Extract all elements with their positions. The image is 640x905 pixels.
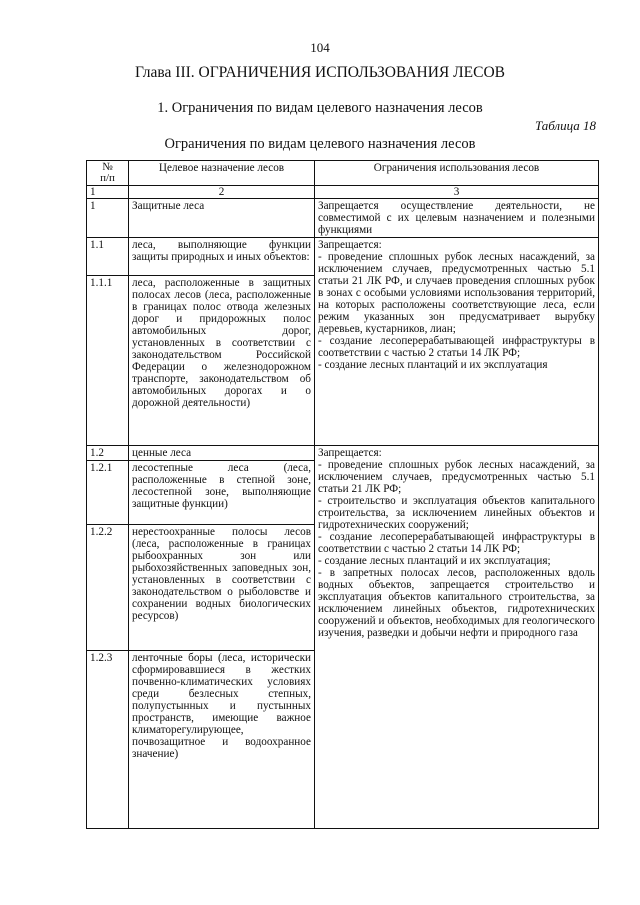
chapter-title: Глава III. ОГРАНИЧЕНИЯ ИСПОЛЬЗОВАНИЯ ЛЕСОВ: [135, 64, 505, 81]
row-num: 1.2.1: [87, 461, 129, 525]
table-label: Таблица 18: [534, 118, 596, 133]
index-cell: 2: [129, 186, 315, 199]
row-purpose: леса, расположенные в защитных полосах лесов (леса, расположенные в границах полос отвода железных дорог и придорожных полос автомобильных дорог, установленных в соответствии с законодательством Российской Федерации о железнодорожном транспорте, законодательством об автомобильных дорогах и о дорожной деятельности): [129, 276, 315, 446]
table-title: Ограничения по видам целевого назначения лесов: [164, 136, 476, 152]
row-num: 1.2.3: [87, 651, 129, 829]
header-restrictions: Ограничения использования лесов: [315, 161, 599, 186]
row-restrictions: Запрещается: - проведение сплошных рубок лесных насаждений, за исключением случаев, предусмотренных частью 5.1 статьи 21 ЛК РФ, и случаев проведения сплошных рубок в зонах с особыми условиями использования территорий, на которых расположены соответствующие леса, если режим указанных зон предусматривает вырубку деревьев, кустарников, лиан; - создание лесоперерабатывающей инфраструктуры в соответствии с частью 2 статьи 14 ЛК РФ; - создание лесных плантаций и их эксплуатация: [315, 238, 599, 446]
row-purpose: леса, выполняющие функции защиты природных и иных объектов:: [129, 238, 315, 276]
row-purpose: ленточные боры (леса, исторически сформировавшиеся в жестких почвенно-климатических условиях среди безлесных степных, полупустынных и пустынных пространств, имеющие важное климаторегулирующее, почвозащитное и водоохранное значение): [129, 651, 315, 829]
row-restrictions: Запрещается осуществление деятельности, не совместимой с их целевым назначением и полезными функциями: [315, 199, 599, 238]
row-restrictions: Запрещается: - проведение сплошных рубок лесных насаждений, за исключением случаев, предусмотренных частью 5.1 статьи 21 ЛК РФ; - строительство и эксплуатация объектов капитального строительства, за исключением линейных объектов и гидротехнических сооружений; - создание лесоперерабатывающей инфраструктуры в соответствии с частью 2 статьи 14 ЛК РФ; - создание лесных плантаций и их эксплуатация; - в запретных полосах лесов, расположенных вдоль водных объектов, запрещается строительство и эксплуатация объектов капитального строительства, за исключением линейных объектов, гидротехнических сооружений и объектов, необходимых для геологического изучения, разведки и добычи нефти и природного газа: [315, 446, 599, 829]
index-cell: 3: [315, 186, 599, 199]
table-row: [87, 238, 599, 276]
header-purpose: Целевое назначение лесов: [129, 161, 315, 186]
page-number: 104: [310, 40, 330, 55]
row-purpose: Защитные леса: [129, 199, 315, 238]
row-num: 1.1: [87, 238, 129, 276]
table-header-row: [87, 161, 599, 186]
row-purpose: ценные леса: [129, 446, 315, 461]
row-num: 1.1.1: [87, 276, 129, 446]
row-num: 1: [87, 199, 129, 238]
header-num: № п/п: [87, 161, 129, 186]
table-index-row: [87, 186, 599, 199]
section-title: 1. Ограничения по видам целевого назначения лесов: [157, 100, 483, 116]
table-row: [87, 446, 599, 461]
row-num: 1.2: [87, 446, 129, 461]
row-num: 1.2.2: [87, 525, 129, 651]
row-purpose: нерестоохранные полосы лесов (леса, расположенные в границах рыбоохранных зон или рыбохозяйственных заповедных зон, установленных в соответствии с законодательством о рыболовстве и сохранении водных биологических ресурсов): [129, 525, 315, 651]
row-purpose: лесостепные леса (леса, расположенные в степной зоне, лесостепной зоне, выполняющие защитные функции): [129, 461, 315, 525]
table-row: [87, 199, 599, 238]
index-cell: 1: [87, 186, 129, 199]
restrictions-table: [86, 160, 599, 829]
